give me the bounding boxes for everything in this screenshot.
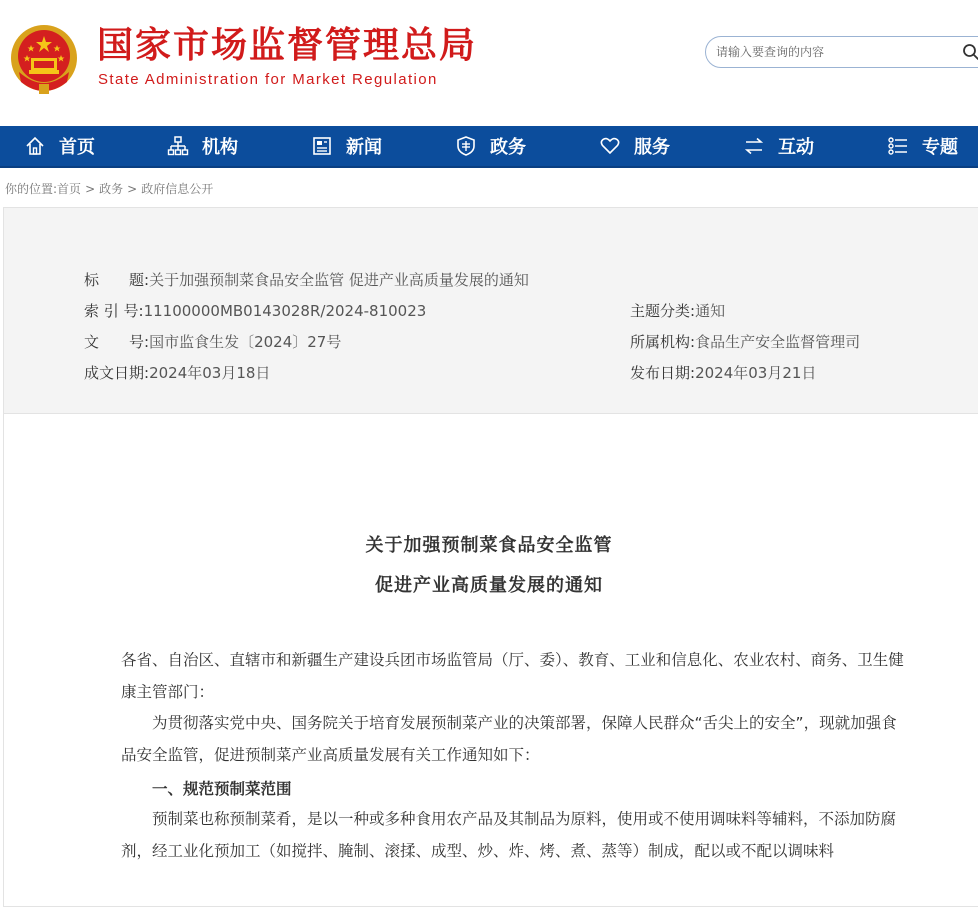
nav-item-org[interactable] [167,126,238,166]
info-docno-value: 国市监食生发〔2024〕27号 [149,333,341,351]
info-pub-date-label: 发布日期: [630,363,695,383]
breadcrumb-home[interactable]: 首页 [57,182,81,196]
nav-item-topics[interactable] [887,126,958,166]
info-index-value: 11100000MB0143028R/2024-810023 [144,302,427,320]
nav-item-interact[interactable] [743,126,814,166]
info-pub-date-row [630,363,816,383]
info-docno-row [84,332,341,352]
national-emblem-icon[interactable] [9,22,79,96]
info-docno-label: 文 号: [84,332,149,352]
info-title-label: 标 题: [84,270,149,290]
document-info-box [4,208,978,414]
search-input[interactable] [716,43,956,61]
article-intro: 为贯彻落实党中央、国务院关于培育发展预制菜产业的决策部署，保障人民群众“舌尖上的安全”，现就加强食品安全监管，促进预制菜产业高质量发展有关工作通知如下： [121,707,911,771]
site-title-en: State Administration for Market Regulation [98,71,438,88]
nav-item-service[interactable] [599,126,670,166]
home-icon [24,135,46,157]
info-index-row [84,301,426,321]
info-category-row [630,301,725,321]
breadcrumb-gov-info[interactable]: 政府信息公开 [141,182,213,196]
article-title-line2: 促进产业高质量发展的通知 [0,571,978,597]
info-title-value: 关于加强预制菜食品安全监管 促进产业高质量发展的通知 [149,271,529,289]
info-index-label: 索 引 号: [84,301,144,321]
article-section1-title: 一、规范预制菜范围 [152,777,292,799]
topic-list-icon [887,135,909,157]
site-title-cn[interactable]: 国家市场监督管理总局 [97,24,477,68]
breadcrumb-affairs[interactable]: 政务 [99,182,123,196]
nav-label: 政务 [490,133,526,159]
breadcrumb-prefix: 你的位置: [5,182,57,196]
article-addressee: 各省、自治区、直辖市和新疆生产建设兵团市场监管局（厅、委）、教育、工业和信息化、农业农村、商务、卫生健康主管部门： [121,644,911,708]
info-org-label: 所属机构: [630,332,695,352]
search-icon[interactable] [962,43,978,61]
nav-item-home[interactable] [24,126,95,166]
info-org-value: 食品生产安全监督管理司 [695,333,860,351]
nav-label: 新闻 [346,133,382,159]
article-section1-para: 预制菜也称预制菜肴，是以一种或多种食用农产品及其制品为原料，使用或不使用调味料等辅料，不添加防腐剂，经工业化预加工（如搅拌、腌制、滚揉、成型、炒、炸、烤、煮、蒸等）制成，配以或不配以调味料 [121,803,911,867]
article-title-line1: 关于加强预制菜食品安全监管 [0,531,978,557]
info-title-row [84,270,529,290]
search-box [705,36,978,68]
government-shield-icon [455,135,477,157]
nav-item-affairs[interactable] [455,126,526,166]
info-org-row [630,332,860,352]
main-nav [0,126,978,168]
nav-label: 专题 [922,133,958,159]
breadcrumb-separator: > [85,182,95,196]
org-chart-icon [167,135,189,157]
nav-item-news[interactable] [311,126,382,166]
info-category-label: 主题分类: [630,301,695,321]
site-header [0,0,978,126]
heart-icon [599,135,621,157]
nav-label: 服务 [634,133,670,159]
info-category-value: 通知 [695,302,725,320]
info-date-made-label: 成文日期: [84,363,149,383]
nav-label: 机构 [202,133,238,159]
info-date-made-row [84,363,270,383]
info-pub-date-value: 2024年03月21日 [695,364,816,382]
breadcrumb-separator: > [127,182,137,196]
nav-label: 互动 [778,133,814,159]
info-date-made-value: 2024年03月18日 [149,364,270,382]
content-frame [3,207,978,907]
breadcrumb [5,180,213,197]
nav-label: 首页 [59,133,95,159]
exchange-icon [743,135,765,157]
news-icon [311,135,333,157]
